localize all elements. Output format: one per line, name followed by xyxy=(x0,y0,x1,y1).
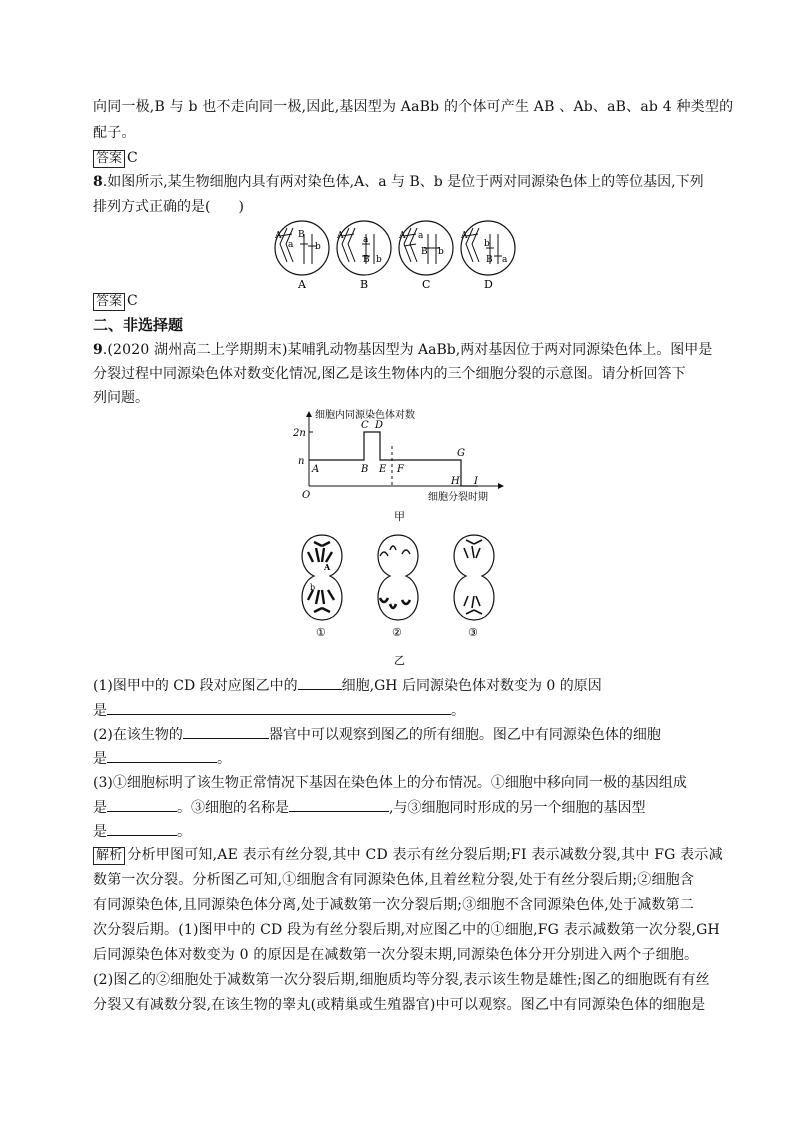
section-title: 二、非选择题 xyxy=(93,316,184,334)
fig-jia-caption: 甲 xyxy=(394,510,405,523)
q9-part1-line-1 xyxy=(93,675,602,696)
q9-p1-text-a: (1)图甲中的 CD 段对应图乙中的 xyxy=(93,678,298,694)
q8-option-d-cell xyxy=(460,221,515,291)
q9-stem-1: 某哺乳动物基因型为 AaBb,两对基因位于两对同源染色体上。图甲是 xyxy=(287,342,713,358)
q9-p2-blank-2 xyxy=(107,748,217,763)
answer-tag: 答案 xyxy=(93,150,125,168)
fig-yi-cell-1 xyxy=(302,535,342,639)
q9-analysis-line-3: 有同源染色体,且同源染色体分离,处于减数第一次分裂后期;③细胞不含同源染色体,处于减数第二 xyxy=(93,897,695,913)
q8-c-gene-2: a xyxy=(418,231,424,241)
fig-jia-point-c: C xyxy=(361,420,369,431)
q8-b-gene-4: b xyxy=(376,255,382,265)
q8-c-gene-3: B xyxy=(421,247,428,257)
q9-part1-line-2 xyxy=(93,700,465,721)
q9-p2-text-c: 是 xyxy=(93,751,107,767)
q8-d-gene-4: a xyxy=(502,255,508,265)
q8-option-b-cell xyxy=(336,221,391,291)
q8-a-gene-3: a xyxy=(288,240,294,250)
fig-yi-caption: 乙 xyxy=(394,654,405,667)
fig-jia-ylabel: 细胞内同源染色体对数 xyxy=(315,410,415,421)
q9-p3-blank-2 xyxy=(289,797,389,812)
q9-stem-line-3: 列问题。 xyxy=(93,390,149,406)
q8-option-b-label: B xyxy=(360,278,369,291)
q8-b-gene-2: a xyxy=(363,235,369,245)
q9-analysis-line-6: (2)图乙的②细胞处于减数第一次分裂后期,细胞质均等分裂,表示该生物是雄性;图乙的细胞既有有丝 xyxy=(93,972,710,988)
fig-jia-graph xyxy=(278,406,518,524)
q9-p3-blank-1 xyxy=(107,797,177,812)
q9-p3-blank-3 xyxy=(107,821,177,836)
fig-yi-cell-2 xyxy=(378,535,418,639)
fig-jia-xlabel: 细胞分裂时期 xyxy=(428,492,488,503)
prev-answer: C xyxy=(127,150,138,166)
fig-yi-gene-a: A xyxy=(324,562,331,572)
q9-stem-line-1 xyxy=(93,340,712,360)
q9-p1-blank-2 xyxy=(107,700,451,715)
q9-number: 9 xyxy=(93,342,103,358)
q9-p3-text-b: 是 xyxy=(93,800,107,816)
q8-stem-1: .如图所示,某生物细胞内具有两对染色体,A、a 与 B、b 是位于两对同源染色体上的等位基因,下列 xyxy=(102,174,704,190)
q9-part3-line-1: (3)①细胞标明了该生物正常情况下基因在染色体上的分布情况。①细胞中移向同一极的基因组成 xyxy=(93,775,687,791)
answer-tag: 答案 xyxy=(93,293,125,311)
fig-jia-point-i: I xyxy=(474,476,478,487)
q9-source: .(2020 湖州高二上学期期末) xyxy=(102,342,288,358)
q8-b-gene-1: A xyxy=(337,231,344,241)
fig-jia-point-g: G xyxy=(457,448,465,459)
q9-p3-text-e: 是 xyxy=(93,824,107,840)
q9-p1-text-c: 是 xyxy=(93,703,107,719)
q9-p3-end: 。 xyxy=(177,824,191,840)
fig-jia-point-e: E xyxy=(379,464,387,475)
q8-answer: C xyxy=(127,293,138,309)
q8-number: 8 xyxy=(93,174,103,190)
q9-part2-line-1 xyxy=(93,724,661,745)
q9-p1-blank-1 xyxy=(298,675,342,690)
q8-option-a-cell xyxy=(274,221,329,291)
fig-jia-ytick-n: n xyxy=(298,456,305,467)
q8-answer-row xyxy=(93,291,138,311)
fig-jia-point-f: F xyxy=(397,464,404,475)
fig-yi-cell-3 xyxy=(454,535,494,639)
q9-p2-end: 。 xyxy=(217,751,231,767)
q9-analysis-line-7: 分裂又有减数分裂,在该生物的睾丸(或精巢或生殖器官)中可以观察。图乙中有同源染色体的细胞是 xyxy=(93,997,706,1013)
q9-analysis-line-2: 数第一次分裂。分析图乙可知,①细胞含有同源染色体,且着丝粒分裂,处于有丝分裂后期;②细胞含 xyxy=(93,872,695,888)
fig-jia-point-b: B xyxy=(361,464,369,475)
q8-option-c-cell xyxy=(398,221,453,291)
q9-analysis-text-1: 分析甲图可知,AE 表示有丝分裂,其中 CD 表示有丝分裂后期;FI 表示减数分裂,其中 FG 表示减 xyxy=(127,847,723,863)
q8-option-figures xyxy=(266,218,524,294)
q8-a-gene-1: A xyxy=(275,231,282,241)
q9-analysis-line-1 xyxy=(93,845,723,865)
q9-analysis-line-5: 后同源染色体对数变为 0 的原因是在减数第一次分裂末期,同源染色体分开分别进入两个子细胞。 xyxy=(93,947,699,963)
analysis-tag: 解析 xyxy=(93,847,125,865)
q8-option-d-label: D xyxy=(484,278,493,291)
q8-d-gene-2: b xyxy=(484,239,490,249)
fig-yi-label-3: ③ xyxy=(468,626,478,639)
q9-p3-text-d: ,与③细胞同时形成的另一个细胞的基因型 xyxy=(389,800,646,816)
q8-stem-line-2: 排列方式正确的是( ) xyxy=(93,199,244,215)
q9-p1-end: 。 xyxy=(451,703,465,719)
q9-p1-text-b: 细胞,GH 后同源染色体对数变为 0 的原因 xyxy=(341,678,602,694)
fig-yi-gene-b: b xyxy=(310,583,316,592)
fig-jia-ytick-2n: 2n xyxy=(293,428,306,439)
q8-option-c-label: C xyxy=(422,278,431,291)
q9-part3-line-3 xyxy=(93,821,191,842)
fig-yi-label-2: ② xyxy=(392,626,402,639)
q9-part3-line-2 xyxy=(93,797,645,818)
fig-jia-origin: O xyxy=(302,490,311,501)
q8-b-gene-3: B xyxy=(363,255,370,265)
prev-explanation-line-2: 配子。 xyxy=(93,125,136,141)
q8-d-gene-3: B xyxy=(486,255,493,265)
prev-explanation-line-1: 向同一极,B 与 b 也不走向同一极,因此,基因型为 AaBb 的个体可产生 AB 、Ab、aB、ab 4 种类型的 xyxy=(93,99,734,115)
fig-jia-point-d: D xyxy=(375,420,384,431)
fig-yi-cells xyxy=(290,530,510,670)
q9-p2-text-b: 器官中可以观察到图乙的所有细胞。图乙中有同源染色体的细胞 xyxy=(268,727,661,743)
q9-p3-text-c: 。③细胞的名称是 xyxy=(177,800,289,816)
fig-jia-point-a: A xyxy=(312,464,320,475)
fig-jia-point-h: H xyxy=(451,476,460,487)
q8-a-gene-4: b xyxy=(315,242,321,252)
q8-stem-line-1 xyxy=(93,172,704,192)
prev-answer-row xyxy=(93,148,138,168)
q9-p2-blank-1 xyxy=(183,724,269,739)
q9-stem-line-2: 分裂过程中同源染色体对数变化情况,图乙是该生物体内的三个细胞分裂的示意图。请分析回答下 xyxy=(93,366,686,382)
q9-p2-text-a: (2)在该生物的 xyxy=(93,727,183,743)
q9-part2-line-2 xyxy=(93,748,231,769)
q8-c-gene-4: b xyxy=(438,247,444,257)
q8-option-a-label: A xyxy=(298,278,306,291)
fig-yi-label-1: ① xyxy=(316,626,326,639)
q8-c-gene-1: A xyxy=(399,231,406,241)
q8-a-gene-2: B xyxy=(298,230,305,240)
q9-analysis-line-4: 次分裂后期。(1)图甲中的 CD 段为有丝分裂后期,对应图乙中的①细胞,FG 表示减数第一次分裂,GH xyxy=(93,922,720,938)
q8-d-gene-1: A xyxy=(461,231,468,241)
